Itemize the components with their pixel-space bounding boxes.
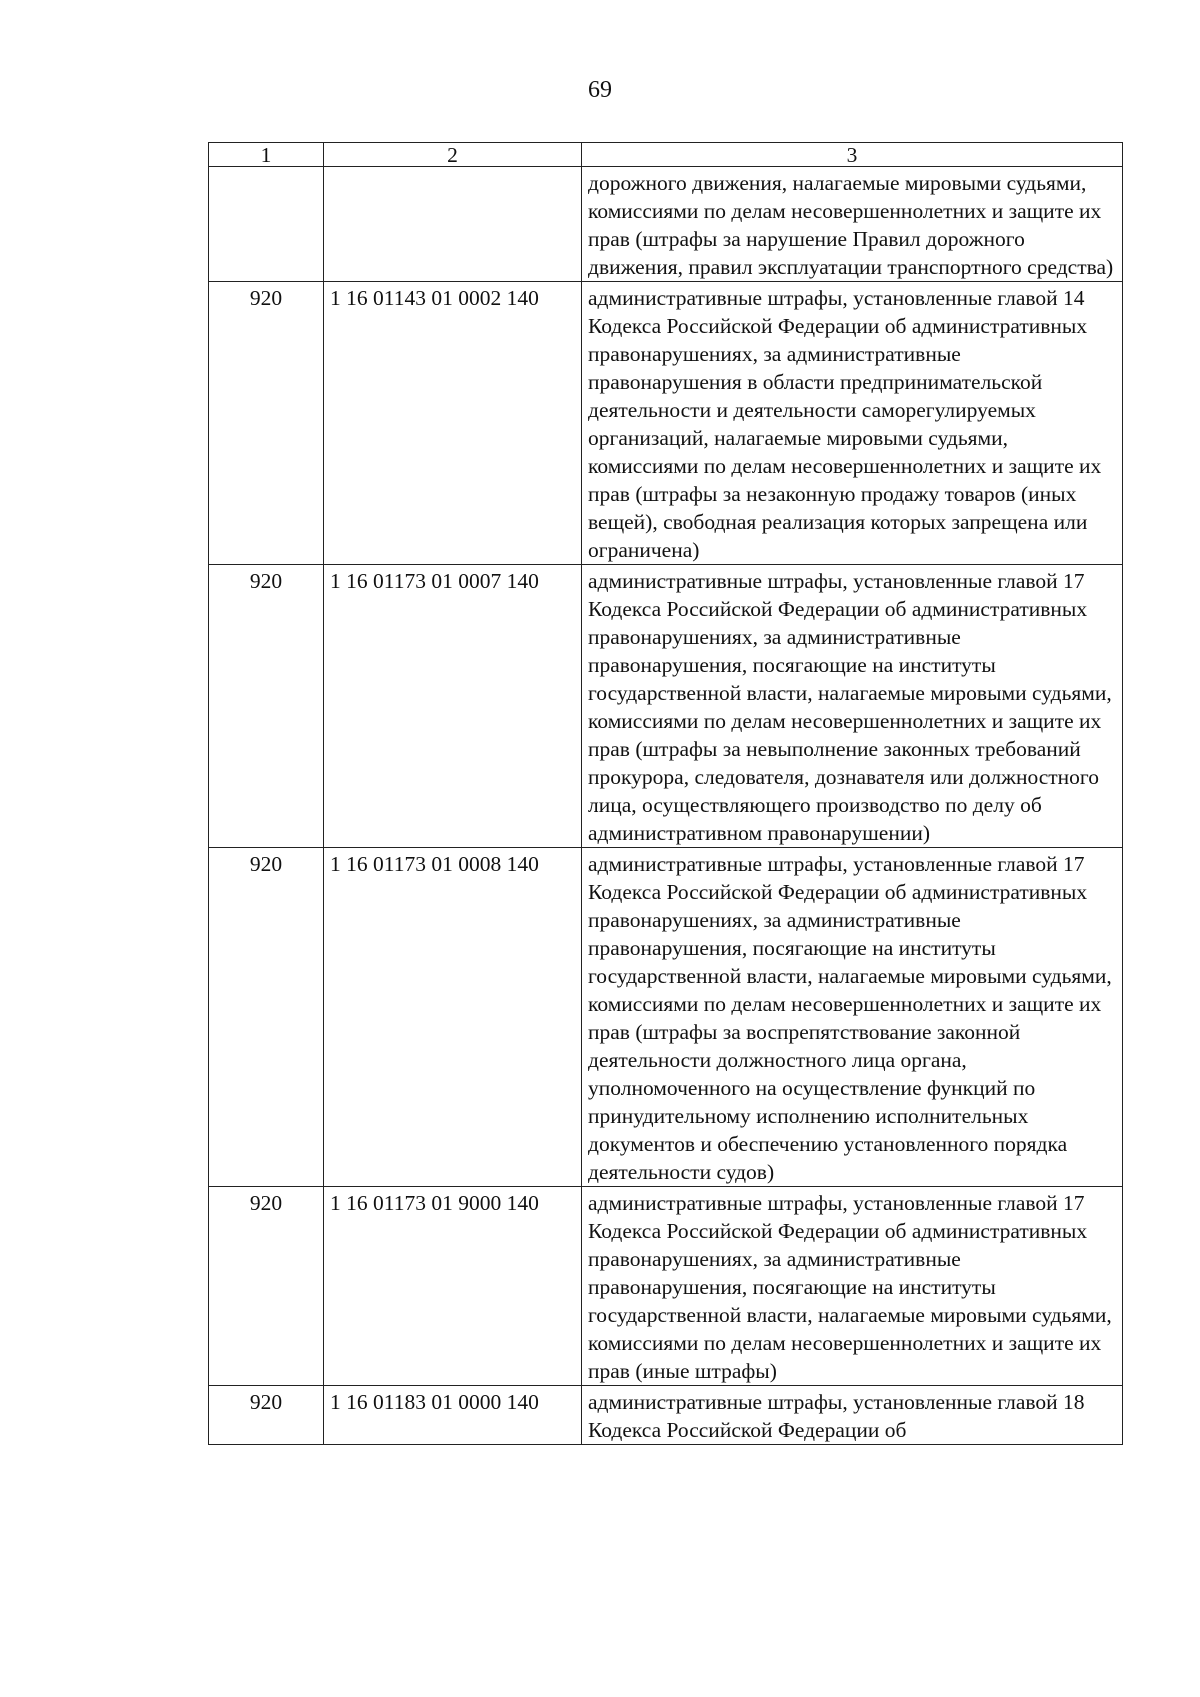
admin-code-cell: 920 [209,282,324,565]
table-row [209,167,1123,282]
header-col-1: 1 [209,143,324,167]
table-header-row [209,143,1123,167]
kbk-cell: 1 16 01173 01 9000 140 [324,1187,582,1386]
admin-code-cell: 920 [209,1386,324,1445]
page-number: 69 [588,77,612,103]
admin-code-cell [209,167,324,282]
table-row [209,565,1123,848]
description-cell: административные штрафы, установленные главой 17 Кодекса Российской Федерации об административных правонарушениях, за административные правонарушения, посягающие на институты государственной власти, налагаемые мировыми судьями, комиссиями по делам несовершеннолетних и защите их прав (штрафы за невыполнение законных требований прокурора, следователя, дознавателя или должностного лица, осуществляющего производство по делу об административном правонарушении) [582,565,1123,848]
description-cell: административные штрафы, установленные главой 17 Кодекса Российской Федерации об административных правонарушениях, за административные правонарушения, посягающие на институты государственной власти, налагаемые мировыми судьями, комиссиями по делам несовершеннолетних и защите их прав (штрафы за воспрепятствование законной деятельности должностного лица органа, уполномоченного на осуществление функций по принудительному исполнению исполнительных документов и обеспечению установленного порядка деятельности судов) [582,848,1123,1187]
kbk-cell: 1 16 01183 01 0000 140 [324,1386,582,1445]
description-cell: дорожного движения, налагаемые мировыми судьями, комиссиями по делам несовершеннолетних и защите их прав (штрафы за нарушение Правил дорожного движения, правил эксплуатации транспортного средства) [582,167,1123,282]
header-col-2: 2 [324,143,582,167]
description-cell: административные штрафы, установленные главой 18 Кодекса Российской Федерации об [582,1386,1123,1445]
admin-code-cell: 920 [209,1187,324,1386]
table-row [209,1187,1123,1386]
admin-code-cell: 920 [209,848,324,1187]
table-row [209,1386,1123,1445]
kbk-cell: 1 16 01173 01 0008 140 [324,848,582,1187]
admin-code-cell: 920 [209,565,324,848]
kbk-cell: 1 16 01173 01 0007 140 [324,565,582,848]
header-col-3: 3 [582,143,1123,167]
kbk-cell [324,167,582,282]
table-row [209,282,1123,565]
description-cell: административные штрафы, установленные главой 14 Кодекса Российской Федерации об административных правонарушениях, за административные правонарушения в области предпринимательской деятельности и деятельности саморегулируемых организаций, налагаемые мировыми судьями, комиссиями по делам несовершеннолетних и защите их прав (штрафы за незаконную продажу товаров (иных вещей), свободная реализация которых запрещена или ограничена) [582,282,1123,565]
description-cell: административные штрафы, установленные главой 17 Кодекса Российской Федерации об административных правонарушениях, за административные правонарушения, посягающие на институты государственной власти, налагаемые мировыми судьями, комиссиями по делам несовершеннолетних и защите их прав (иные штрафы) [582,1187,1123,1386]
kbk-cell: 1 16 01143 01 0002 140 [324,282,582,565]
budget-code-table [208,142,1123,1445]
table-row [209,848,1123,1187]
